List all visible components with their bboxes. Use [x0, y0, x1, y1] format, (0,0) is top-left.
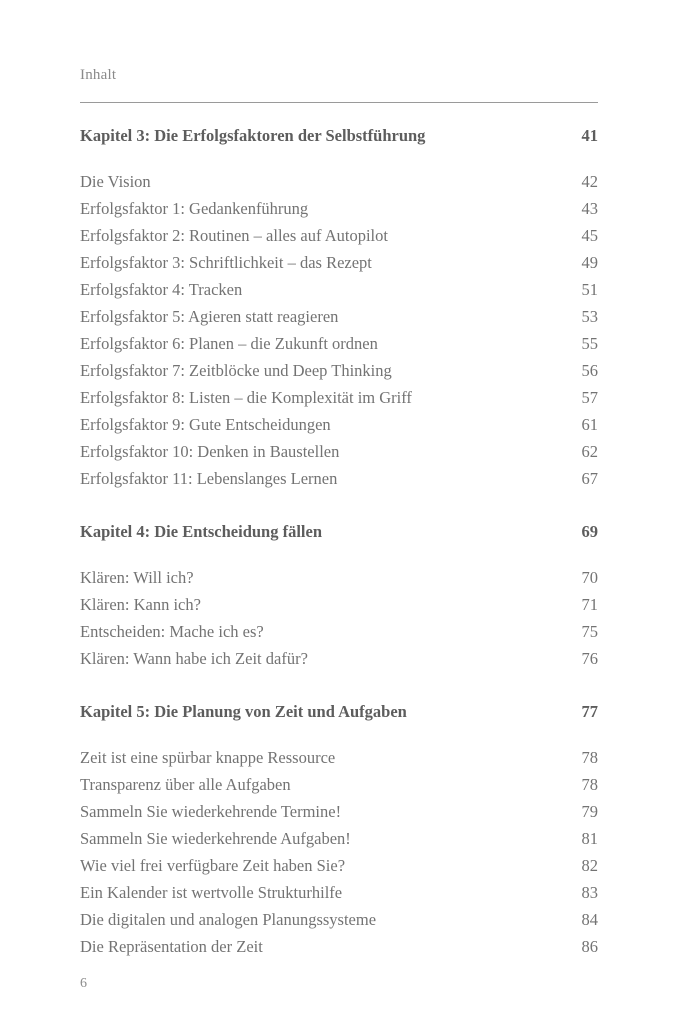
toc-entry-title: Erfolgsfaktor 2: Routinen – alles auf Autopilot: [80, 226, 388, 245]
toc-entry-title: Erfolgsfaktor 6: Planen – die Zukunft ordnen: [80, 334, 378, 353]
toc-entry-page-number: 43: [581, 199, 598, 218]
table-of-contents: [80, 122, 598, 960]
toc-entry-title: Zeit ist eine spürbar knappe Ressource: [80, 748, 336, 767]
toc-chapter-block: [80, 122, 598, 492]
toc-entry[interactable]: [80, 168, 598, 195]
toc-chapter-heading[interactable]: [80, 518, 598, 546]
toc-entry-title: Ein Kalender ist wertvolle Strukturhilfe: [80, 883, 343, 902]
toc-entry-title: Wie viel frei verfügbare Zeit haben Sie?: [80, 856, 346, 875]
toc-entry-page-number: 61: [581, 415, 598, 434]
toc-entry-page-number: 62: [581, 442, 598, 461]
toc-entry[interactable]: [80, 303, 598, 330]
toc-entry-title: Die digitalen und analogen Planungssysteme: [80, 910, 377, 929]
toc-entry-title: Erfolgsfaktor 7: Zeitblöcke und Deep Thinking: [80, 361, 392, 380]
toc-entry[interactable]: [80, 411, 598, 438]
toc-chapter-heading[interactable]: [80, 122, 598, 150]
toc-entry[interactable]: [80, 222, 598, 249]
toc-entry-page-number: 56: [581, 361, 598, 380]
page-number-folio: 6: [80, 976, 87, 991]
toc-entry-title: Erfolgsfaktor 9: Gute Entscheidungen: [80, 415, 331, 434]
toc-entry-title: Erfolgsfaktor 8: Listen – die Komplexität im Griff: [80, 388, 412, 407]
toc-chapter-title: Kapitel 3: Die Erfolgsfaktoren der Selbstführung: [80, 126, 426, 145]
toc-chapter-page-number: 69: [581, 522, 598, 541]
toc-entry-title: Erfolgsfaktor 1: Gedankenführung: [80, 199, 309, 218]
toc-entry-page-number: 75: [581, 622, 598, 641]
toc-entry[interactable]: [80, 438, 598, 465]
toc-entry-page-number: 81: [581, 829, 598, 848]
toc-entry-page-number: 45: [581, 226, 598, 245]
toc-entry-page-number: 49: [581, 253, 598, 272]
toc-entry-page-number: 71: [581, 595, 598, 614]
toc-entry[interactable]: [80, 798, 598, 825]
toc-entry[interactable]: [80, 933, 598, 960]
toc-entry[interactable]: [80, 465, 598, 492]
toc-chapter-page-number: 77: [581, 702, 598, 721]
toc-chapter-block: [80, 518, 598, 672]
toc-entry-title: Erfolgsfaktor 5: Agieren statt reagieren: [80, 307, 339, 326]
toc-chapter-block: [80, 698, 598, 960]
toc-entry-title: Klären: Kann ich?: [80, 595, 201, 614]
toc-entry[interactable]: [80, 645, 598, 672]
toc-entry-title: Erfolgsfaktor 3: Schriftlichkeit – das Rezept: [80, 253, 372, 272]
toc-entry[interactable]: [80, 906, 598, 933]
toc-entry-title: Sammeln Sie wiederkehrende Termine!: [80, 802, 342, 821]
toc-entry-page-number: 55: [581, 334, 598, 353]
toc-entry[interactable]: [80, 879, 598, 906]
toc-entry-title: Entscheiden: Mache ich es?: [80, 622, 264, 641]
toc-entry-title: Erfolgsfaktor 11: Lebenslanges Lernen: [80, 469, 338, 488]
toc-entry-title: Erfolgsfaktor 4: Tracken: [80, 280, 243, 299]
toc-entry-page-number: 84: [581, 910, 598, 929]
toc-entry-title: Erfolgsfaktor 10: Denken in Baustellen: [80, 442, 340, 461]
toc-entry[interactable]: [80, 591, 598, 618]
toc-entry-page-number: 53: [581, 307, 598, 326]
toc-entry-page-number: 78: [581, 748, 598, 767]
toc-entry[interactable]: [80, 744, 598, 771]
toc-entry-title: Klären: Will ich?: [80, 568, 194, 587]
toc-entry-page-number: 79: [581, 802, 598, 821]
toc-entry-page-number: 57: [581, 388, 598, 407]
toc-entry[interactable]: [80, 771, 598, 798]
toc-entry-title: Klären: Wann habe ich Zeit dafür?: [80, 649, 308, 668]
toc-chapter-title: Kapitel 5: Die Planung von Zeit und Aufgaben: [80, 702, 407, 721]
toc-entry-page-number: 51: [581, 280, 598, 299]
toc-entry-title: Sammeln Sie wiederkehrende Aufgaben!: [80, 829, 351, 848]
toc-entry-page-number: 76: [581, 649, 598, 668]
toc-entry[interactable]: [80, 618, 598, 645]
toc-entry-page-number: 78: [581, 775, 598, 794]
toc-chapter-heading[interactable]: [80, 698, 598, 726]
toc-entry-page-number: 86: [581, 937, 598, 956]
toc-entry[interactable]: [80, 276, 598, 303]
header-rule: [80, 102, 598, 103]
toc-entry[interactable]: [80, 384, 598, 411]
toc-entry[interactable]: [80, 564, 598, 591]
toc-entry-page-number: 42: [581, 172, 598, 191]
running-head: Inhalt: [80, 67, 117, 83]
toc-entry[interactable]: [80, 852, 598, 879]
toc-entry[interactable]: [80, 825, 598, 852]
toc-entry[interactable]: [80, 195, 598, 222]
toc-entry[interactable]: [80, 330, 598, 357]
toc-entry-page-number: 83: [581, 883, 598, 902]
toc-entry[interactable]: [80, 357, 598, 384]
toc-entry-page-number: 82: [581, 856, 598, 875]
toc-entry-page-number: 70: [581, 568, 598, 587]
toc-entry-title: Die Vision: [80, 172, 151, 191]
toc-entry-page-number: 67: [581, 469, 598, 488]
toc-chapter-page-number: 41: [581, 126, 598, 145]
toc-entry[interactable]: [80, 249, 598, 276]
toc-chapter-title: Kapitel 4: Die Entscheidung fällen: [80, 522, 323, 541]
toc-entry-title: Transparenz über alle Aufgaben: [80, 775, 291, 794]
toc-entry-title: Die Repräsentation der Zeit: [80, 937, 263, 956]
